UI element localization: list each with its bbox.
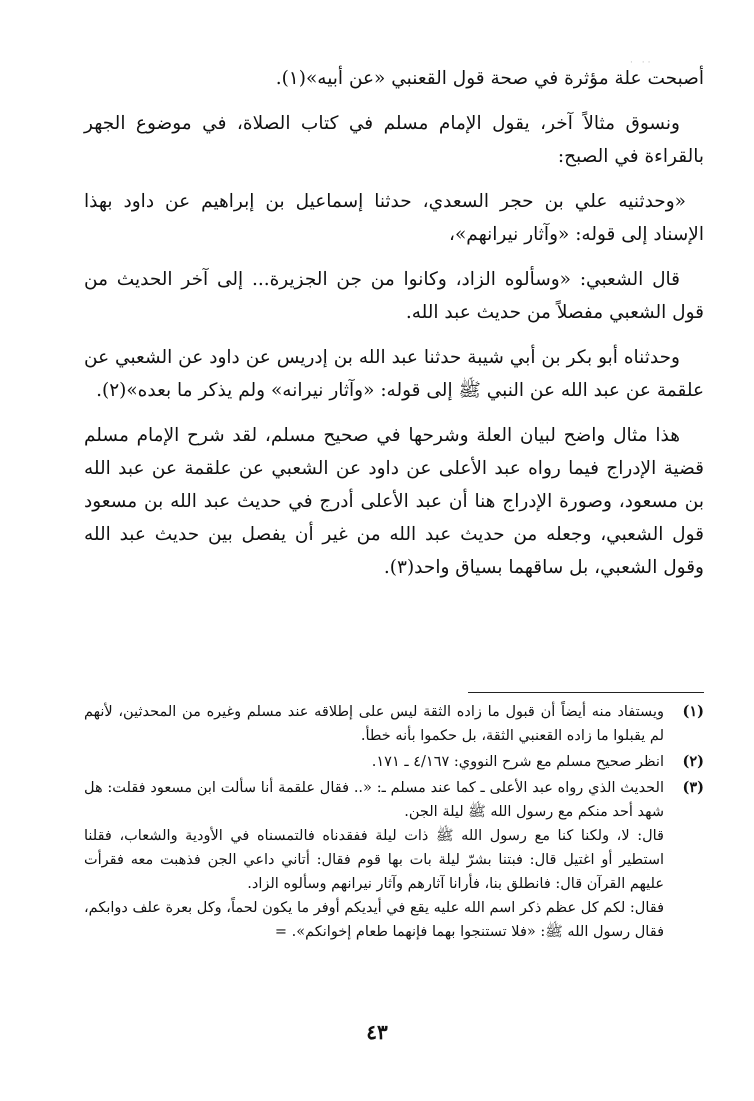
footnote-number: (١): [682, 703, 704, 720]
footnote-number: (٣): [682, 779, 704, 796]
footnote-separator: [468, 692, 704, 693]
footnote-text: فقال: لكم كل عظم ذكر اسم الله عليه يقع في أيديكم أوفر ما يكون لحماً، وكل بعرة علف دوابكم، فقال رسول الله ﷺ: «فلا تستنجوا بهما فإنهما طعام إخوانكم». =: [84, 900, 664, 940]
footnote-number: (٢): [682, 753, 704, 770]
footnote: [84, 750, 704, 774]
footnote: [84, 776, 704, 944]
paragraph: قال الشعبي: «وسألوه الزاد، وكانوا من جن الجزيرة... إلى آخر الحديث من قول الشعبي مفصلاً من حديث عبد الله.: [84, 269, 704, 323]
footnote: [84, 700, 704, 748]
page-number: ٤٣: [366, 1020, 388, 1044]
footnote-text: الحديث الذي رواه عبد الأعلى ـ كما عند مسلم ـ: «.. فقال علقمة أنا سألت ابن مسعود فقلت: هل شهد أحد منكم مع رسول الله ﷺ ليلة الجن.: [84, 780, 664, 820]
quotation-paragraph: «وحدثنيه علي بن حجر السعدي، حدثنا إسماعيل بن إبراهيم عن داود بهذا الإسناد إلى قوله: «وآثار نيرانهم»،: [84, 191, 704, 245]
paragraph: وحدثناه أبو بكر بن أبي شيبة حدثنا عبد الله بن إدريس عن داود عن الشعبي عن علقمة عن عبد الله عن النبي ﷺ إلى قوله: «وآثار نيرانه» ولم يذكر ما بعده»(٢).: [84, 347, 704, 401]
paragraph: ونسوق مثالاً آخر، يقول الإمام مسلم في كتاب الصلاة، في موضوع الجهر بالقراءة في الصبح:: [84, 113, 704, 167]
paragraph: هذا مثال واضح لبيان العلة وشرحها في صحيح مسلم، لقد شرح الإمام مسلم قضية الإدراج فيما رواه عبد الأعلى عن داود عن الشعبي عن علقمة عن عبد الله بن مسعود، وصورة الإدراج هنا أن عبد الأعلى أدرج في حديث عبد الله بن مسعود قول الشعبي، وجعله من حديث عبد الله من غير أن يفصل بين حديث عبد الله وقول الشعبي، بل ساقهما بسياق واحد(٣).: [84, 425, 704, 578]
footnotes: [84, 700, 704, 946]
footnote-text: قال: لا، ولكنا كنا مع رسول الله ﷺ ذات ليلة ففقدناه فالتمسناه في الأودية والشعاب، فقلنا استطير أو اغتيل قال: فبتنا بشرّ ليلة بات بها قوم فقال: أتاني داعي الجن فذهبت معه فقرأت عليهم القرآن قال: فانطلق بنا، فأرانا آثارهم وآثار نيرانهم وسألوه الزاد.: [84, 828, 664, 892]
scan-mark: ·· ·: [630, 58, 654, 68]
main-text: [84, 62, 704, 596]
footnote-text: انظر صحيح مسلم مع شرح النووي: ٤/١٦٧ ـ ١٧١.: [371, 754, 664, 770]
paragraph: أصبحت علة مؤثرة في صحة قول القعنبي «عن أبيه»(١).: [275, 68, 704, 89]
footnote-text: ويستفاد منه أيضاً أن قبول ما زاده الثقة ليس على إطلاقه عند مسلم وغيره من المحدثين، لأنهم لم يقبلوا ما زاده القعنبي الثقة، بل حكموا بأنه خطأ.: [84, 704, 664, 744]
